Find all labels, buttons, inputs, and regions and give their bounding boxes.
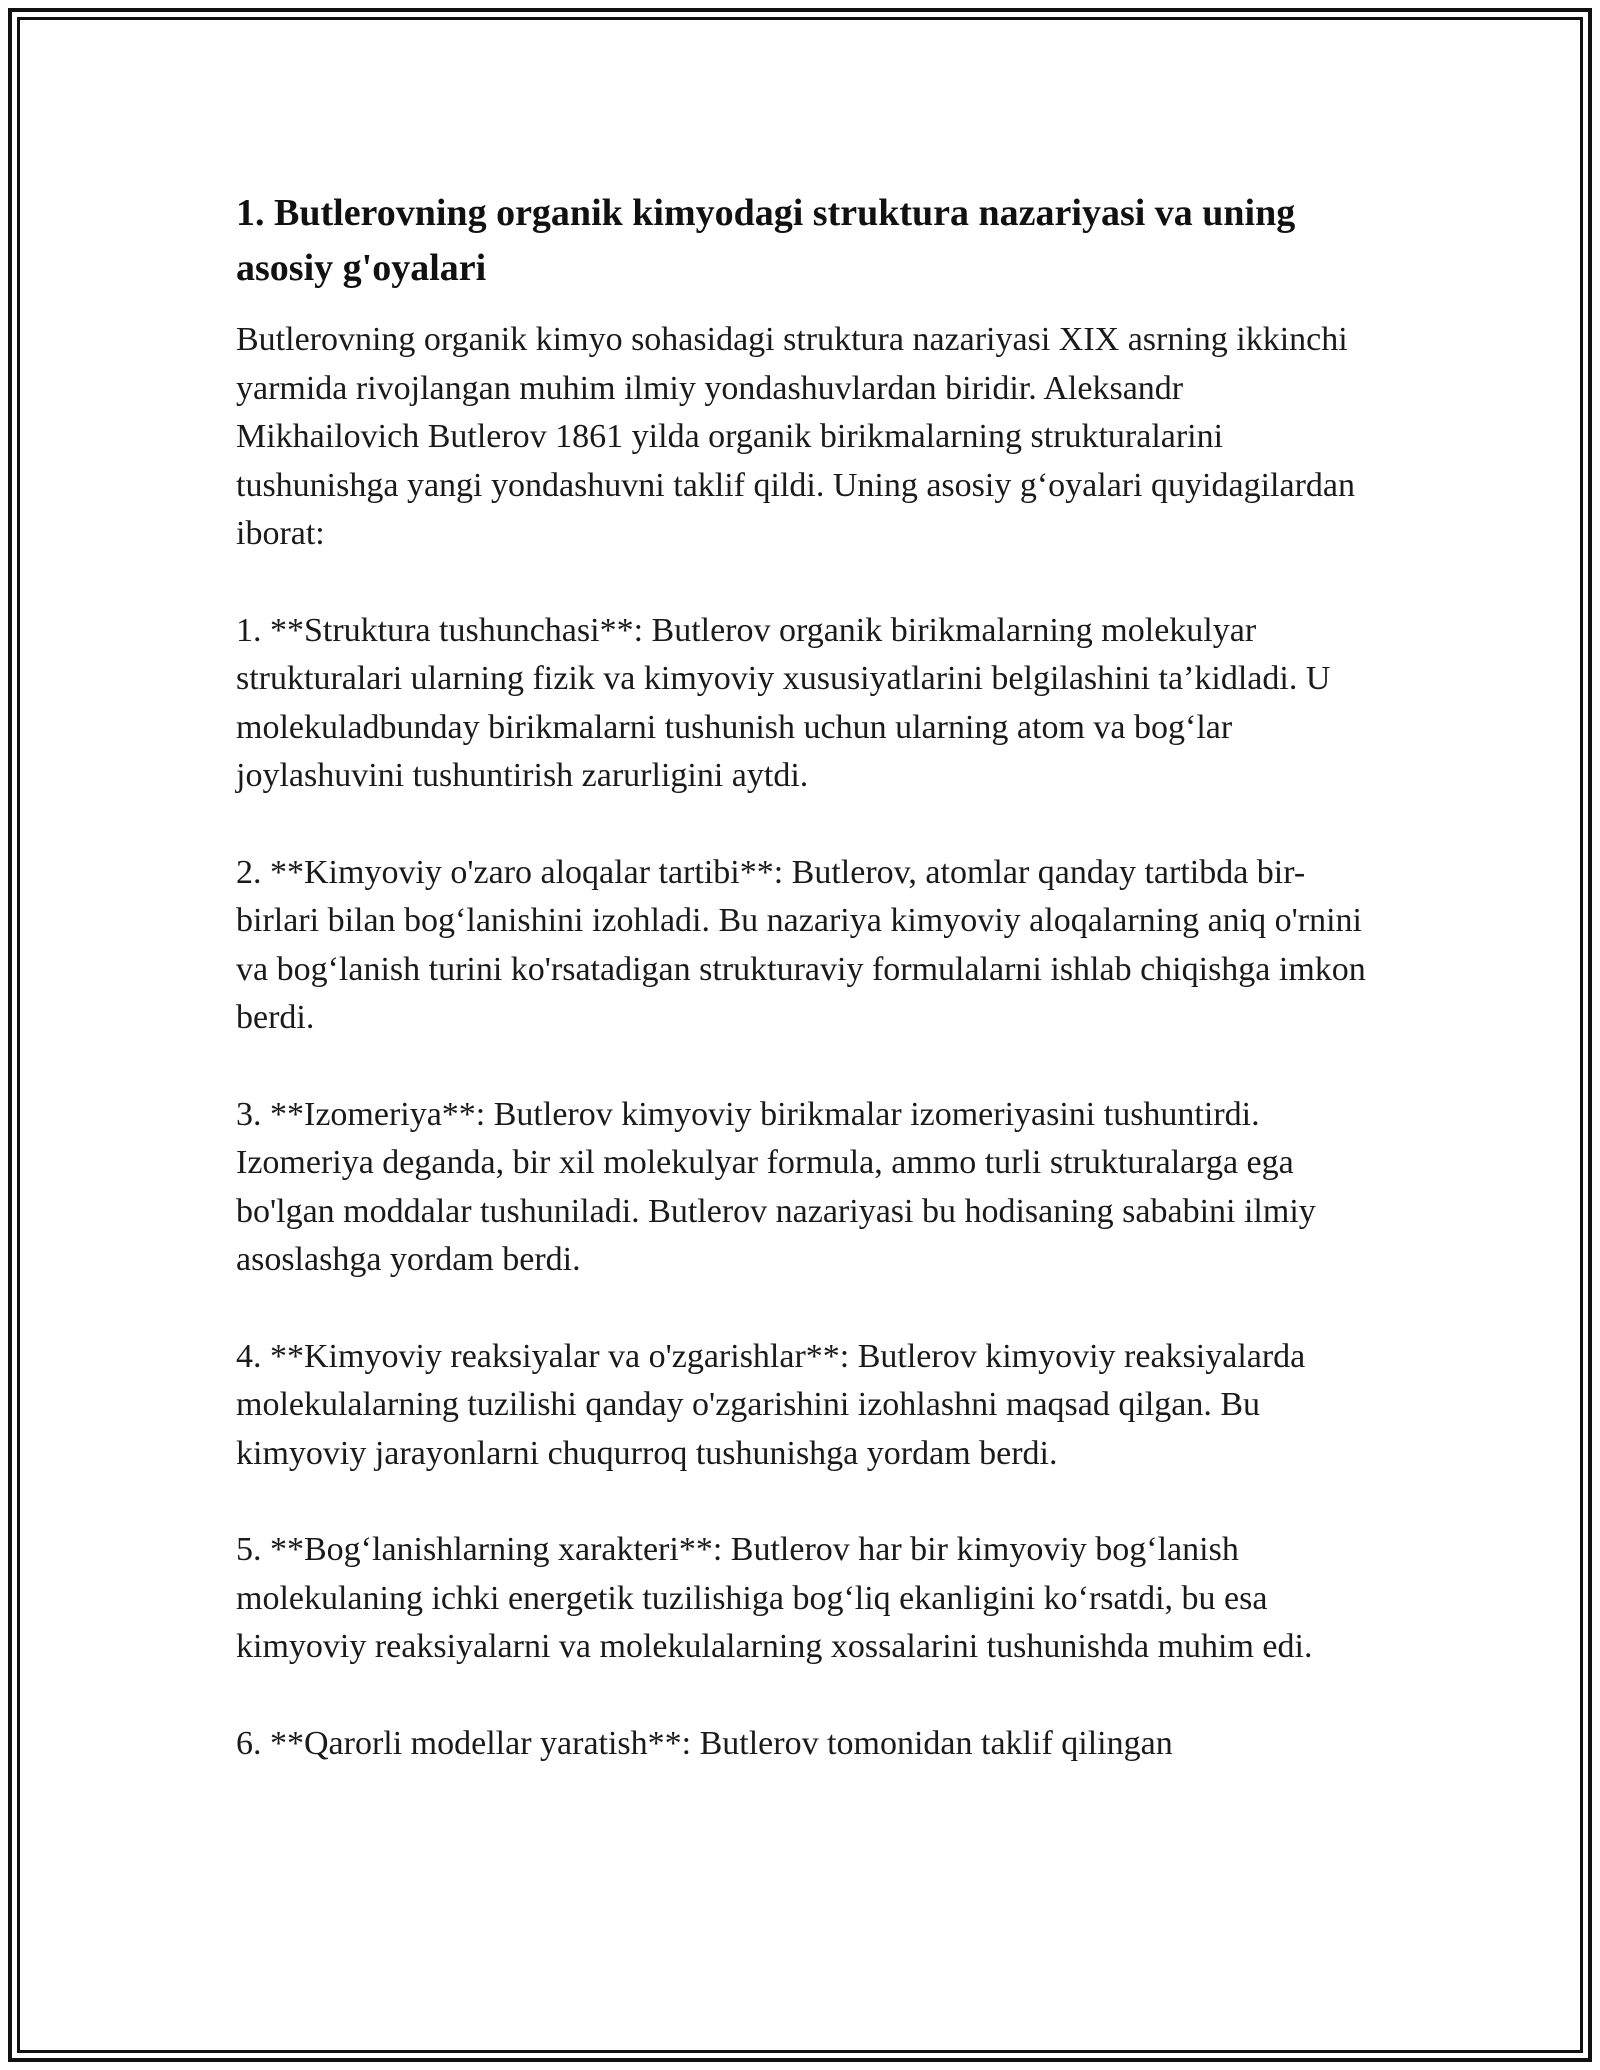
list-item-isomerism: 3. **Izomeriya**: Butlerov kimyoviy birikmalar izomeriyasini tushuntirdi. Izomeriya deganda, bir xil molekulyar formula, ammo turli strukturalarga ega bo'lgan moddalar tushuniladi. Butlerov nazariyasi bu hodisaning sababini ilmiy asoslashga yordam berdi. [236,1095,1316,1278]
list-item-bond-character: 5. **Bog‘lanishlarning xarakteri**: Butlerov har bir kimyoviy bog‘lanish molekulaning ichki energetik tuzilishiga bog‘liq ekanligini ko‘rsatdi, bu esa kimyoviy reaksiyalarni va molekulalarning xossalarini tushunishda muhim edi. [236,1531,1313,1665]
list-item-stable-models: 6. **Qarorli modellar yaratish**: Butlerov tomonidan taklif qilingan [236,1724,1173,1762]
document-body [236,186,1366,1768]
intro-paragraph: Butlerovning organik kimyo sohasidagi struktura nazariyasi XIX asrning ikkinchi yarmida rivojlangan muhim ilmiy yondashuvlardan biridir. Aleksandr Mikhailovich Butlerov 1861 yilda organik birikmalarning strukturalarini tushunishga yangi yondashuvni taklif qildi. Uning asosiy g‘oyalari quyidagilardan iborat: [236,321,1355,552]
list-item-structure-concept: 1. **Struktura tushunchasi**: Butlerov organik birikmalarning molekulyar strukturalari ularning fizik va kimyoviy xususiyatlarini belgilashini ta’kidladi. U molekuladbunday birikmalarni tushunish uchun ularning atom va bog‘lar joylashuvini tushuntirish zarurligini aytdi. [236,611,1331,794]
list-item-bond-order: 2. **Kimyoviy o'zaro aloqalar tartibi**: Butlerov, atomlar qanday tartibda bir-birlari bilan bog‘lanishini izohladi. Bu nazariya kimyoviy aloqalarning aniq o'rnini va bog‘lanish turini ko'rsatadigan strukturaviy formulalarni ishlab chiqishga imkon berdi. [236,853,1366,1036]
list-item-reactions: 4. **Kimyoviy reaksiyalar va o'zgarishlar**: Butlerov kimyoviy reaksiyalarda molekulalarning tuzilishi qanday o'zgarishini izohlashni maqsad qilgan. Bu kimyoviy jarayonlarni chuqurroq tushunishga yordam berdi. [236,1337,1306,1472]
section-heading: 1. Butlerovning organik kimyodagi struktura nazariyasi va uning asosiy g'oyalari [236,192,1296,289]
